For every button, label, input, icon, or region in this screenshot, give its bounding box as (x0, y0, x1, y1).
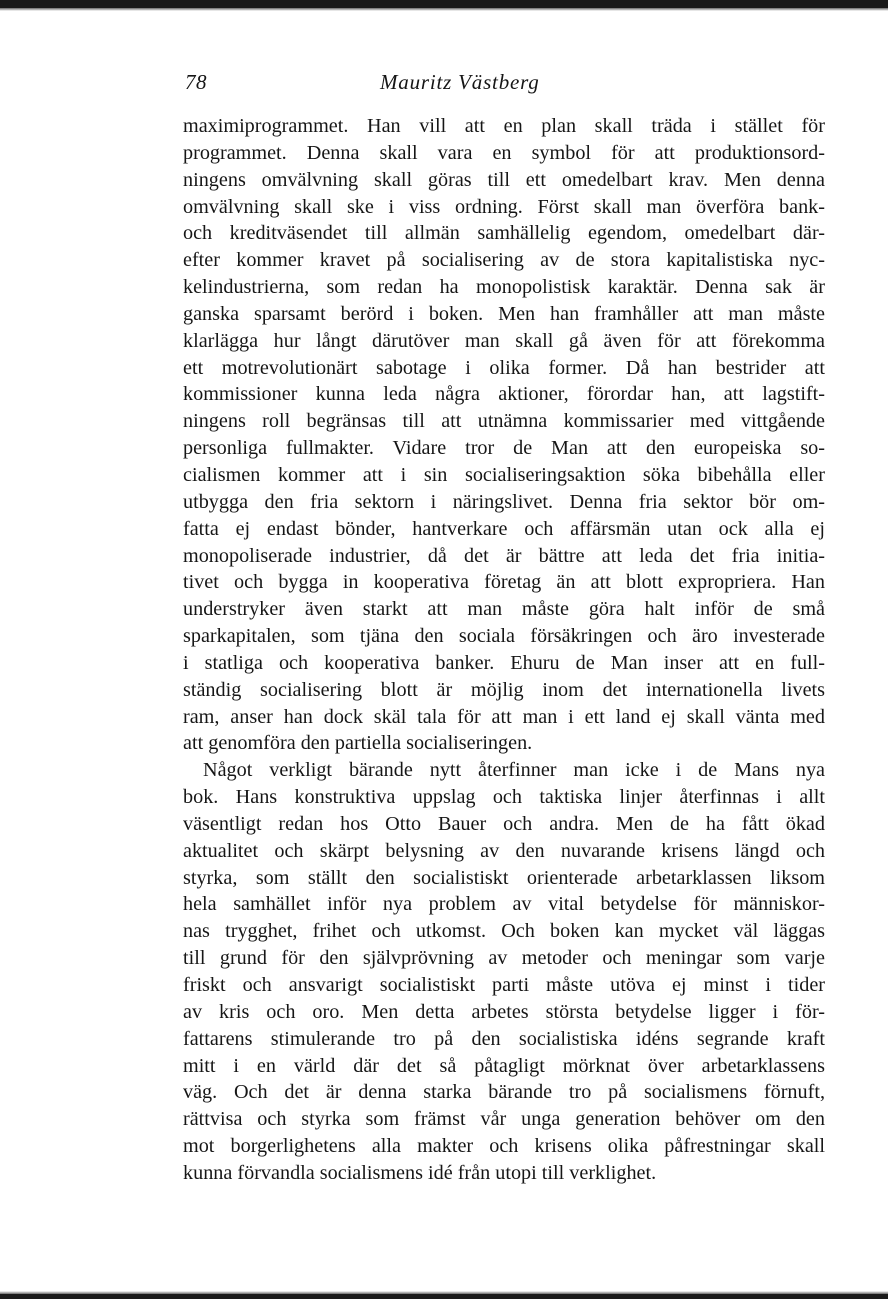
text-line: rättvisa och styrka som främst vår unga generation behöver om den (183, 1108, 825, 1131)
text-line: att genomföra den partiella socialiseringen. (183, 732, 533, 755)
text-line: av kris och oro. Men detta arbetes största betydelse ligger i för- (183, 1000, 825, 1023)
text-line: mitt i en värld där det så påtagligt mörknat över arbetarklassens (183, 1054, 825, 1077)
text-line: bok. Hans konstruktiva uppslag och taktiska linjer återfinnas i allt (183, 786, 825, 809)
scan-top-shadow (0, 8, 888, 11)
text-line: ram, anser han dock skäl tala för att man i ett land ej skall vänta med (183, 705, 825, 728)
text-line: ganska sparsamt berörd i boken. Men han framhåller att man måste (183, 302, 825, 325)
text-line: väg. Och det är denna starka bärande tro på socialismens förnuft, (183, 1081, 825, 1104)
text-line: utbygga den fria sektorn i näringslivet. Denna fria sektor bör om- (183, 490, 825, 513)
text-line: och kreditväsendet till allmän samhällelig egendom, omedelbart där- (183, 222, 825, 245)
paragraph-1 (183, 113, 825, 757)
text-line: maximiprogrammet. Han vill att en plan skall träda i stället för (183, 115, 825, 137)
text-line: efter kommer kravet på socialisering av de stora kapitalistiska nyc- (183, 249, 825, 272)
text-line: klarlägga hur långt därutöver man skall gå även för att förekomma (183, 329, 825, 352)
text-line: aktualitet och skärpt belysning av den nuvarande krisens längd och (183, 839, 825, 862)
page-number: 78 (185, 70, 207, 94)
text-line: i statliga och kooperativa banker. Ehuru de Man inser att en full- (183, 651, 825, 674)
body-text (183, 113, 825, 1187)
text-line: ningens omvälvning skall göras till ett omedelbart krav. Men denna (183, 168, 825, 191)
text-line: friskt och ansvarigt socialistiskt parti måste utöva ej minst i tider (183, 974, 825, 996)
text-line: fattarens stimulerande tro på den socialistiska idéns segrande kraft (183, 1027, 825, 1050)
text-line: programmet. Denna skall vara en symbol för att produktionsord- (183, 141, 825, 164)
text-line: monopoliserade industrier, då det är bättre att leda det fria initia- (183, 544, 825, 567)
text-line: kunna förvandla socialismens idé från utopi till verklighet. (183, 1161, 657, 1184)
text-line: kommissioner kunna leda några aktioner, förordar han, att lagstift- (183, 383, 825, 406)
text-line: mot borgerlighetens alla makter och krisens olika påfrestningar skall (183, 1135, 825, 1158)
text-line: omvälvning skall ske i viss ordning. Först skall man överföra bank- (183, 195, 825, 218)
text-line: understryker även starkt att man måste göra halt inför de små (183, 598, 825, 621)
text-line: kelindustrierna, som redan ha monopolistisk karaktär. Denna sak är (183, 276, 825, 299)
running-head: Mauritz Västberg (380, 70, 540, 94)
text-line: fatta ej endast bönder, hantverkare och affärsmän utan ock alla ej (183, 517, 825, 540)
text-line: personliga fullmakter. Vidare tror de Man att den europeiska so- (183, 437, 825, 460)
text-line: sparkapitalen, som tjäna den sociala försäkringen och äro investerade (183, 625, 825, 648)
text-line: till grund för den självprövning av metoder och meningar som varje (183, 947, 825, 970)
scan-bottom-edge (0, 1294, 888, 1299)
text-line: cialismen kommer att i sin socialiseringsaktion söka bibehålla eller (183, 463, 825, 486)
text-line: nas trygghet, frihet och utkomst. Och boken kan mycket väl läggas (183, 920, 825, 943)
text-line: tivet och bygga in kooperativa företag än att blott expropriera. Han (183, 571, 825, 594)
text-line: Något verkligt bärande nytt återfinner man icke i de Mans nya (203, 759, 825, 782)
text-line: styrka, som ställt den socialistiskt orienterade arbetarklassen liksom (183, 866, 825, 889)
text-line: väsentligt redan hos Otto Bauer och andra. Men de ha fått ökad (183, 812, 825, 835)
text-line: ett motrevolutionärt sabotage i olika former. Då han bestrider att (183, 356, 825, 379)
text-line: ningens roll begränsas till att utnämna kommissarier med vittgående (183, 410, 825, 433)
text-line: ständig socialisering blott är möjlig inom det internationella livets (183, 678, 825, 701)
scan-top-edge (0, 0, 888, 8)
paragraph-2 (183, 757, 825, 1187)
text-line: hela samhället inför nya problem av vital betydelse för människor- (183, 893, 825, 916)
